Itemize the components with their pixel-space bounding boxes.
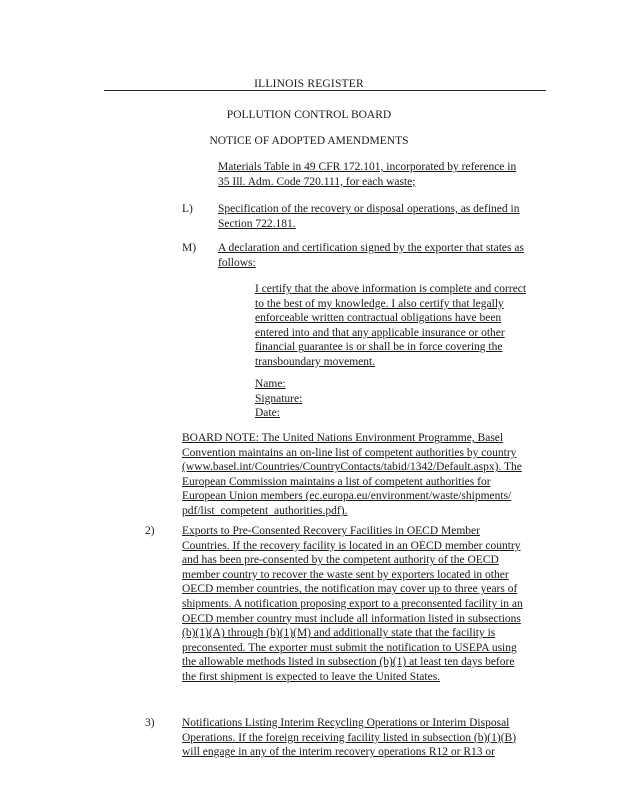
text-line: A declaration and certification signed by the exporter that states as xyxy=(218,242,524,254)
text-line: entered into and that any applicable insurance or other xyxy=(255,326,505,339)
text-line: European Union members (ec.europa.eu/environment/waste/shipments/ xyxy=(182,490,512,503)
text-line: to the best of my knowledge. I also certify that legally xyxy=(255,297,504,310)
text-line: pdf/list_competent_authorities.pdf). xyxy=(182,504,348,517)
text-line: Notifications Listing Interim Recycling Operations or Interim Disposal xyxy=(182,717,510,729)
text-line: enforceable written contractual obligations have been xyxy=(255,312,502,325)
text-line: Exports to Pre-Consented Recovery Facilities in OECD Member xyxy=(182,525,480,537)
text-line: Specification of the recovery or disposal operations, as defined in xyxy=(218,203,520,215)
notice-title: NOTICE OF ADOPTED AMENDMENTS xyxy=(209,135,409,147)
section-2-text xyxy=(182,524,523,685)
text-line: OECD member countries, the notification may cover up to three years of xyxy=(182,583,518,596)
section-3-text xyxy=(182,716,516,760)
text-line: follows: xyxy=(218,256,256,269)
item-l-text xyxy=(218,202,519,231)
text-line: BOARD NOTE: The United Nations Environment Programme, Basel xyxy=(182,432,504,444)
certification-statement xyxy=(255,282,526,370)
item-m-marker: M) xyxy=(182,242,197,254)
text-line: Operations. If the foreign receiving facility listed in subsection (b)(1)(B) xyxy=(182,731,517,744)
signature-block xyxy=(255,377,302,421)
text-line: financial guarantee is or shall be in force covering the xyxy=(255,341,503,354)
text-line: European Commission maintains a list of competent authorities for xyxy=(182,475,491,488)
intro-paragraph xyxy=(218,160,516,189)
text-line: transboundary movement. xyxy=(255,355,376,368)
text-line: Materials Table in 49 CFR 172.101, incorporated by reference in xyxy=(218,161,517,173)
register-title: ILLINOIS REGISTER xyxy=(254,78,364,90)
section-2-marker: 2) xyxy=(145,525,155,537)
item-l-marker: L) xyxy=(182,203,193,215)
text-line: preconsented. The exporter must submit the notification to USEPA using xyxy=(182,641,517,654)
text-line: Section 722.181. xyxy=(218,217,296,230)
text-line: I certify that the above information is complete and correct xyxy=(255,283,527,295)
text-line: shipments. A notification proposing export to a preconsented facility in an xyxy=(182,597,523,610)
signature-label: Signature: xyxy=(255,392,303,405)
section-3-marker: 3) xyxy=(145,717,155,729)
text-line: Countries. If the recovery facility is located in an OECD member country xyxy=(182,539,521,552)
text-line: and has been pre-consented by the competent authority of the OECD xyxy=(182,554,499,567)
signature-date-label: Date: xyxy=(255,407,280,420)
signature-name-label: Name: xyxy=(255,378,286,390)
text-line: member country to recover the waste sent by exporters located in other xyxy=(182,568,509,581)
text-line: 35 Ill. Adm. Code 720.111, for each waste; xyxy=(218,175,416,188)
board-note xyxy=(182,431,522,519)
text-line: (www.basel.int/Countries/CountryContacts/tabid/1342/Default.aspx). The xyxy=(182,461,522,474)
board-title: POLLUTION CONTROL BOARD xyxy=(226,109,392,121)
text-line: will engage in any of the interim recovery operations R12 or R13 or xyxy=(182,746,495,759)
text-line: the first shipment is expected to leave the United States. xyxy=(182,670,441,683)
text-line: Convention maintains an on-line list of competent authorities by country xyxy=(182,446,517,459)
text-line: OECD member country must include all information listed in subsections xyxy=(182,612,521,625)
text-line: (b)(1)(A) through (b)(1)(M) and additionally state that the facility is xyxy=(182,627,496,640)
text-line: the allowable methods listed in subsection (b)(1) at least ten days before xyxy=(182,656,515,669)
item-m-text xyxy=(218,241,524,270)
